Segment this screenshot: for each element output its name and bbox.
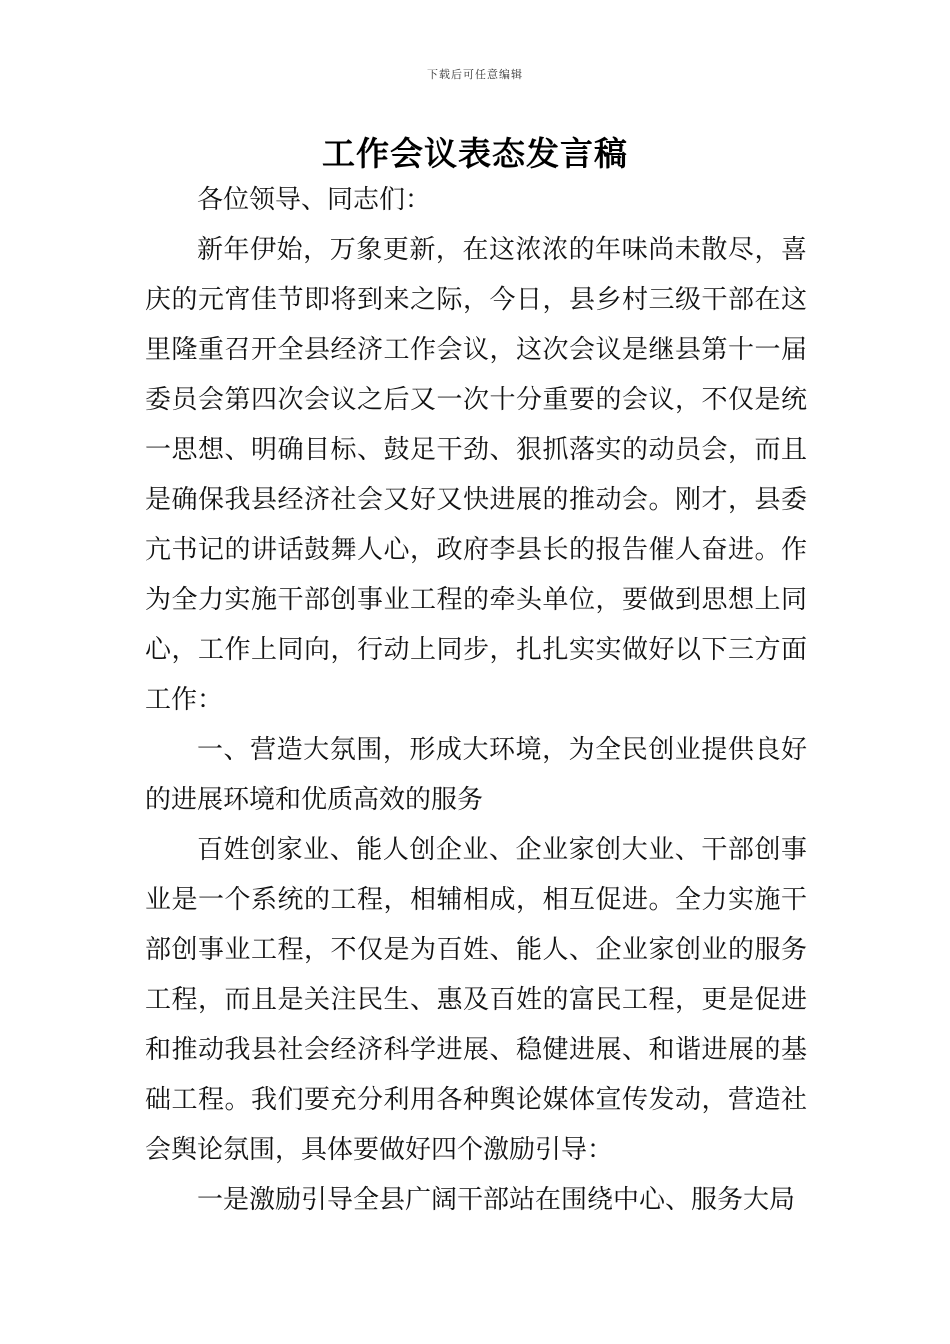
document-body	[145, 175, 807, 1225]
header-note: 下载后可任意编辑	[427, 68, 523, 81]
paragraph-section-one: 百姓创家业、能人创企业、企业家创大业、干部创事业是一个系统的工程，相辅相成，相互促进。全力实施干部创事业工程，不仅是为百姓、能人、企业家创业的服务工程，而且是关注民生、惠及百姓的富民工程，更是促进和推动我县社会经济科学进展、稳健进展、和谐进展的基础工程。我们要充分利用各种舆论媒体宣传发动，营造社会舆论氛围，具体要做好四个激励引导：	[145, 835, 807, 1165]
section-heading-one: 一、营造大氛围，形成大环境，为全民创业提供良好的进展环境和优质高效的服务	[145, 735, 807, 815]
paragraph-opening: 新年伊始，万象更新，在这浓浓的年味尚未散尽，喜庆的元宵佳节即将到来之际，今日，县乡村三级干部在这里隆重召开全县经济工作会议，这次会议是继县第十一届委员会第四次会议之后又一次十分重要的会议，不仅是统一思想、明确目标、鼓足干劲、狠抓落实的动员会，而且是确保我县经济社会又好又快进展的推动会。刚才，县委亢书记的讲话鼓舞人心，政府李县长的报告催人奋进。作为全力实施干部创事业工程的牵头单位，要做到思想上同心，工作上同向，行动上同步，扎扎实实做好以下三方面工作：	[145, 235, 807, 715]
paragraph-point-one: 一是激励引导全县广阔干部站在围绕中心、服务大局	[197, 1185, 796, 1215]
document-title: 工作会议表态发言稿	[322, 134, 628, 173]
salutation: 各位领导、同志们：	[197, 185, 432, 215]
